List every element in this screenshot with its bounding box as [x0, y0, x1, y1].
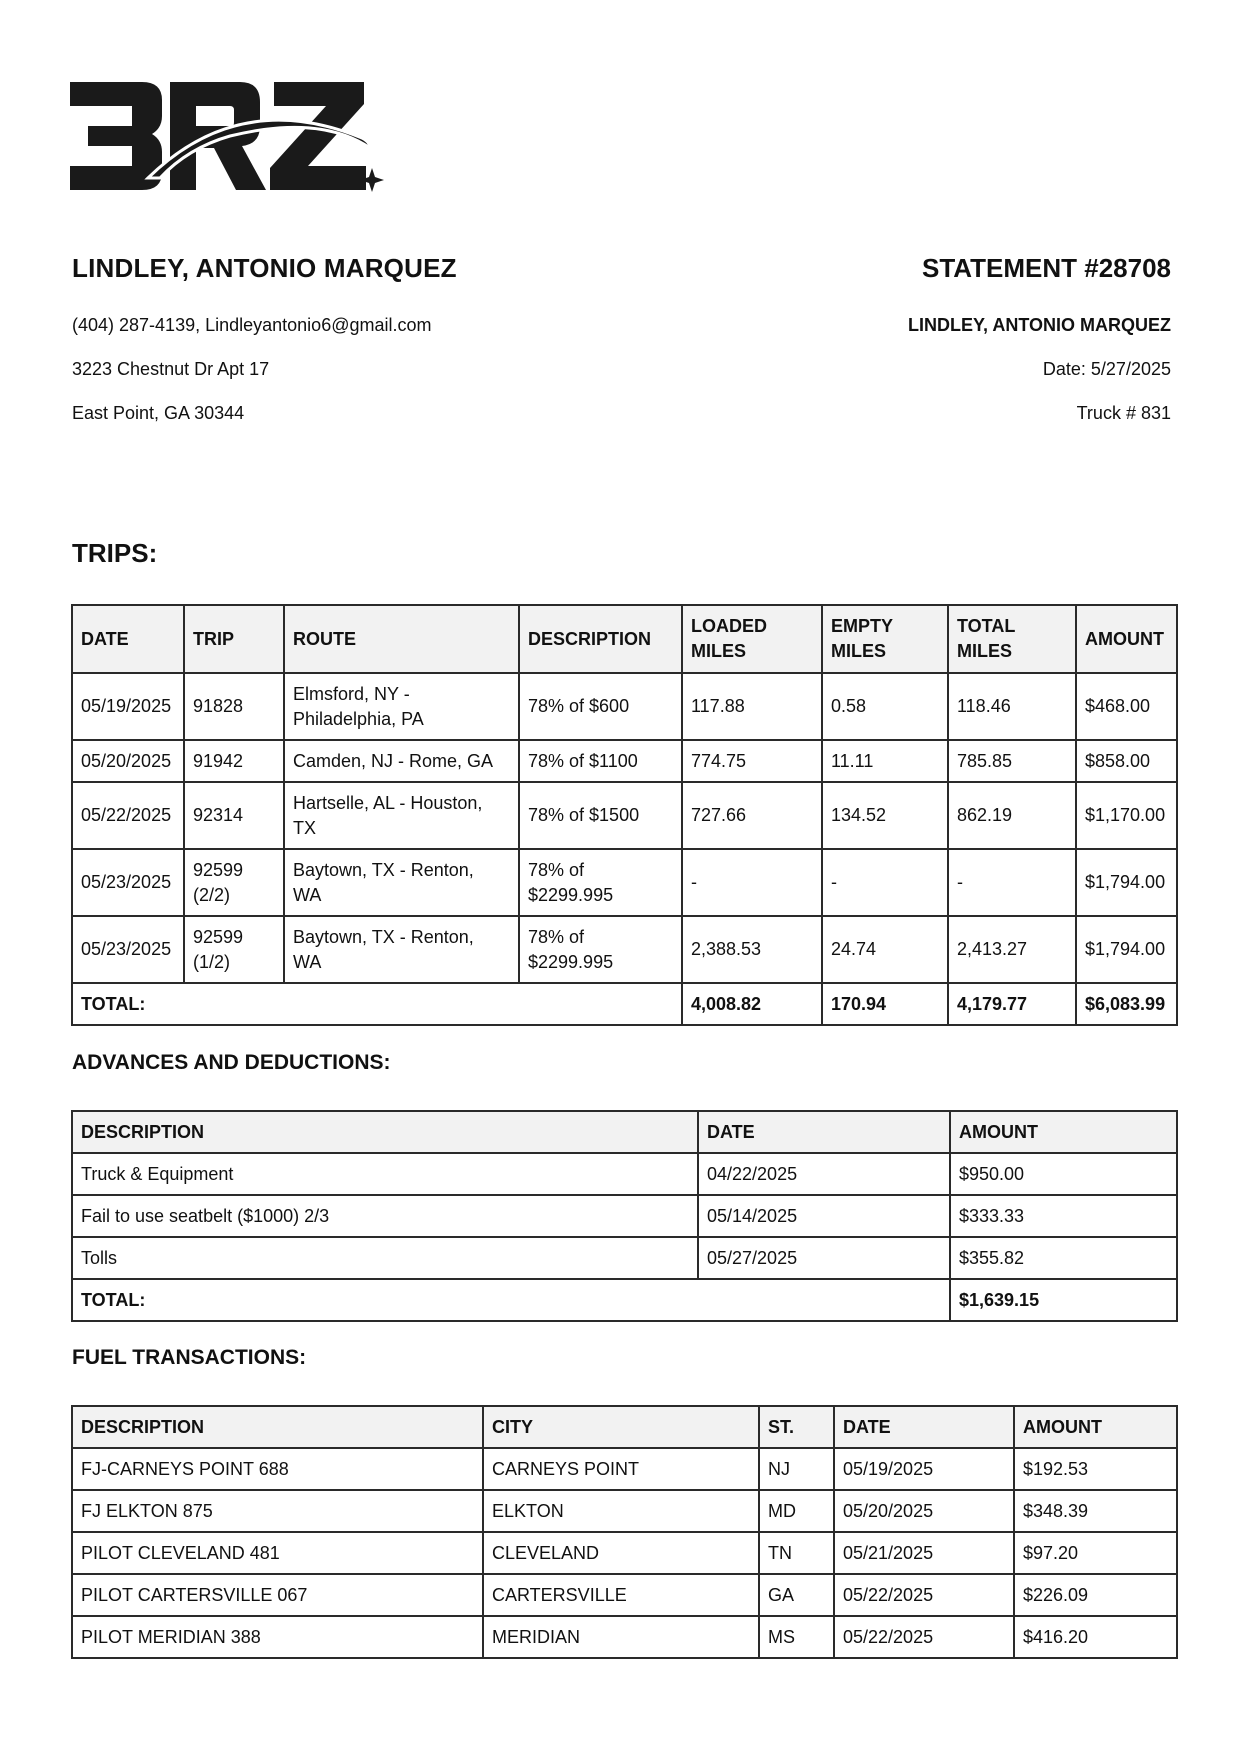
cell-state: MS: [759, 1616, 834, 1658]
cell-loaded-miles: -: [682, 849, 822, 916]
cell-amount: $348.39: [1014, 1490, 1177, 1532]
cell-line: $2299.995: [528, 884, 614, 905]
statement-truck: Truck # 831: [1076, 403, 1171, 423]
table-header-row: [72, 605, 1177, 673]
table-row: [72, 1448, 1177, 1490]
cell-date: 05/22/2025: [834, 1574, 1014, 1616]
table-row: [72, 1490, 1177, 1532]
cell-line: Hartselle, AL - Houston,: [293, 792, 483, 813]
cell-description: 78% of $1100: [519, 740, 682, 782]
cell-line: Philadelphia, PA: [293, 708, 424, 729]
total-loaded-miles: 4,008.82: [682, 983, 822, 1025]
cell-line: $2299.995: [528, 951, 614, 972]
cell-date: 04/22/2025: [698, 1153, 950, 1195]
cell-trip: 91942: [184, 740, 284, 782]
cell-route: [284, 782, 519, 849]
cell-line: WA: [293, 884, 322, 905]
col-header-empty-miles: [822, 605, 948, 673]
statement-info: [611, 253, 1171, 423]
trips-total-row: [72, 983, 1177, 1025]
table-row: [72, 1237, 1177, 1279]
table-row: [72, 1153, 1177, 1195]
cell-loaded-miles: 117.88: [682, 673, 822, 740]
col-header-date: DATE: [72, 605, 184, 673]
cell-description: Truck & Equipment: [72, 1153, 698, 1195]
cell-line: Elmsford, NY -: [293, 683, 410, 704]
cell-description: PILOT MERIDIAN 388: [72, 1616, 483, 1658]
cell-trip: [184, 673, 284, 740]
header-text-line: MILES: [957, 641, 1013, 661]
col-header-description: DESCRIPTION: [519, 605, 682, 673]
cell-city: CARTERSVILLE: [483, 1574, 759, 1616]
cell-description: FJ ELKTON 875: [72, 1490, 483, 1532]
header-text-line: EMPTY: [831, 616, 894, 636]
cell-line: Baytown, TX - Renton,: [293, 859, 474, 880]
cell-line: Baytown, TX - Renton,: [293, 926, 474, 947]
cell-line: 92599: [193, 859, 244, 880]
header-text-line: MILES: [831, 641, 887, 661]
cell-amount: $950.00: [950, 1153, 1177, 1195]
total-total-miles: 4,179.77: [948, 983, 1076, 1025]
table-row: [72, 1195, 1177, 1237]
cell-date: 05/22/2025: [72, 782, 184, 849]
cell-description: [519, 916, 682, 983]
cell-date: 05/20/2025: [72, 740, 184, 782]
cell-state: MD: [759, 1490, 834, 1532]
cell-route: [284, 916, 519, 983]
cell-loaded-miles: 774.75: [682, 740, 822, 782]
header-text-line: MILES: [691, 641, 747, 661]
total-label: TOTAL:: [72, 1279, 950, 1321]
cell-city: CARNEYS POINT: [483, 1448, 759, 1490]
cell-total-miles: -: [948, 849, 1076, 916]
advances-table: [71, 1110, 1178, 1322]
cell-trip: [184, 849, 284, 916]
col-header-description: DESCRIPTION: [72, 1406, 483, 1448]
total-label: TOTAL:: [72, 983, 682, 1025]
cell-description: Tolls: [72, 1237, 698, 1279]
cell-amount: $858.00: [1076, 740, 1177, 782]
cell-date: 05/20/2025: [834, 1490, 1014, 1532]
cell-description: PILOT CARTERSVILLE 067: [72, 1574, 483, 1616]
cell-city: MERIDIAN: [483, 1616, 759, 1658]
table-row: [72, 849, 1177, 916]
cell-date: 05/23/2025: [72, 849, 184, 916]
cell-empty-miles: 134.52: [822, 782, 948, 849]
statement-date: Date: 5/27/2025: [1042, 359, 1171, 379]
table-row: [72, 740, 1177, 782]
cell-amount: $1,794.00: [1076, 849, 1177, 916]
col-header-amount: AMOUNT: [1014, 1406, 1177, 1448]
driver-name: LINDLEY, ANTONIO MARQUEZ: [72, 253, 457, 283]
cell-amount: $333.33: [950, 1195, 1177, 1237]
driver-address-line1: 3223 Chestnut Dr Apt 17: [72, 359, 270, 379]
col-header-description: DESCRIPTION: [72, 1111, 698, 1153]
cell-state: NJ: [759, 1448, 834, 1490]
table-row: [72, 782, 1177, 849]
trips-section-title: TRIPS:: [72, 538, 158, 568]
cell-amount: $97.20: [1014, 1532, 1177, 1574]
cell-line: (1/2): [193, 951, 231, 972]
cell-total-miles: 2,413.27: [948, 916, 1076, 983]
col-header-date: DATE: [698, 1111, 950, 1153]
cell-amount: $468.00: [1076, 673, 1177, 740]
col-header-date: DATE: [834, 1406, 1014, 1448]
cell-line: 92599: [193, 926, 244, 947]
fuel-section-title: FUEL TRANSACTIONS:: [72, 1346, 307, 1369]
cell-city: ELKTON: [483, 1490, 759, 1532]
cell-line: TX: [293, 817, 317, 838]
total-amount: $6,083.99: [1076, 983, 1177, 1025]
table-header-row: [72, 1111, 1177, 1153]
fuel-table: [71, 1405, 1178, 1659]
cell-line: 78% of: [528, 926, 585, 947]
col-header-trip: TRIP: [184, 605, 284, 673]
cell-state: TN: [759, 1532, 834, 1574]
header-text-line: LOADED: [691, 616, 767, 636]
advances-total-row: [72, 1279, 1177, 1321]
cell-amount: $1,794.00: [1076, 916, 1177, 983]
cell-empty-miles: 11.11: [822, 740, 948, 782]
statement-driver-name: LINDLEY, ANTONIO MARQUEZ: [907, 315, 1171, 335]
cell-route: Camden, NJ - Rome, GA: [284, 740, 519, 782]
cell-amount: $355.82: [950, 1237, 1177, 1279]
cell-amount: $1,170.00: [1076, 782, 1177, 849]
cell-empty-miles: 24.74: [822, 916, 948, 983]
table-row: [72, 1532, 1177, 1574]
col-header-amount: AMOUNT: [1076, 605, 1177, 673]
cell-amount: $192.53: [1014, 1448, 1177, 1490]
cell-description: PILOT CLEVELAND 481: [72, 1532, 483, 1574]
advances-section-title: ADVANCES AND DEDUCTIONS:: [72, 1051, 391, 1074]
cell-empty-miles: -: [822, 849, 948, 916]
cell-line: 78% of: [528, 859, 585, 880]
col-header-city: CITY: [483, 1406, 759, 1448]
driver-address-line2: East Point, GA 30344: [72, 403, 245, 423]
table-row: [72, 673, 1177, 740]
col-header-loaded-miles: [682, 605, 822, 673]
cell-empty-miles: 0.58: [822, 673, 948, 740]
cell-description: FJ-CARNEYS POINT 688: [72, 1448, 483, 1490]
trips-table: [71, 604, 1178, 1026]
table-row: [72, 1574, 1177, 1616]
driver-contact: (404) 287-4139, Lindleyantonio6@gmail.com: [72, 315, 432, 335]
cell-description: 78% of $1500: [519, 782, 682, 849]
cell-state: GA: [759, 1574, 834, 1616]
cell-amount: $226.09: [1014, 1574, 1177, 1616]
cell-date: 05/14/2025: [698, 1195, 950, 1237]
total-empty-miles: 170.94: [822, 983, 948, 1025]
cell-description: Fail to use seatbelt ($1000) 2/3: [72, 1195, 698, 1237]
col-header-state: ST.: [759, 1406, 834, 1448]
cell-line: WA: [293, 951, 322, 972]
cell-date: 05/27/2025: [698, 1237, 950, 1279]
cell-total-miles: 118.46: [948, 673, 1076, 740]
cell-date: 05/19/2025: [72, 673, 184, 740]
cell-line: 91828: [193, 696, 244, 716]
cell-line: (2/2): [193, 884, 231, 905]
col-header-route: ROUTE: [284, 605, 519, 673]
cell-route: [284, 673, 519, 740]
col-header-total-miles: [948, 605, 1076, 673]
cell-loaded-miles: 727.66: [682, 782, 822, 849]
col-header-amount: AMOUNT: [950, 1111, 1177, 1153]
cell-trip: [184, 916, 284, 983]
total-amount: $1,639.15: [950, 1279, 1177, 1321]
driver-info: [72, 253, 632, 423]
cell-date: 05/19/2025: [834, 1448, 1014, 1490]
cell-trip: 92314: [184, 782, 284, 849]
cell-description: 78% of $600: [519, 673, 682, 740]
table-header-row: [72, 1406, 1177, 1448]
cell-route: [284, 849, 519, 916]
cell-total-miles: 862.19: [948, 782, 1076, 849]
cell-loaded-miles: 2,388.53: [682, 916, 822, 983]
cell-amount: $416.20: [1014, 1616, 1177, 1658]
cell-total-miles: 785.85: [948, 740, 1076, 782]
cell-date: 05/21/2025: [834, 1532, 1014, 1574]
table-row: [72, 916, 1177, 983]
table-row: [72, 1616, 1177, 1658]
cell-description: [519, 849, 682, 916]
cell-date: 05/22/2025: [834, 1616, 1014, 1658]
company-logo: [70, 78, 385, 196]
statement-title: STATEMENT #28708: [921, 253, 1171, 283]
header-text-line: TOTAL: [957, 616, 1016, 636]
cell-city: CLEVELAND: [483, 1532, 759, 1574]
cell-date: 05/23/2025: [72, 916, 184, 983]
